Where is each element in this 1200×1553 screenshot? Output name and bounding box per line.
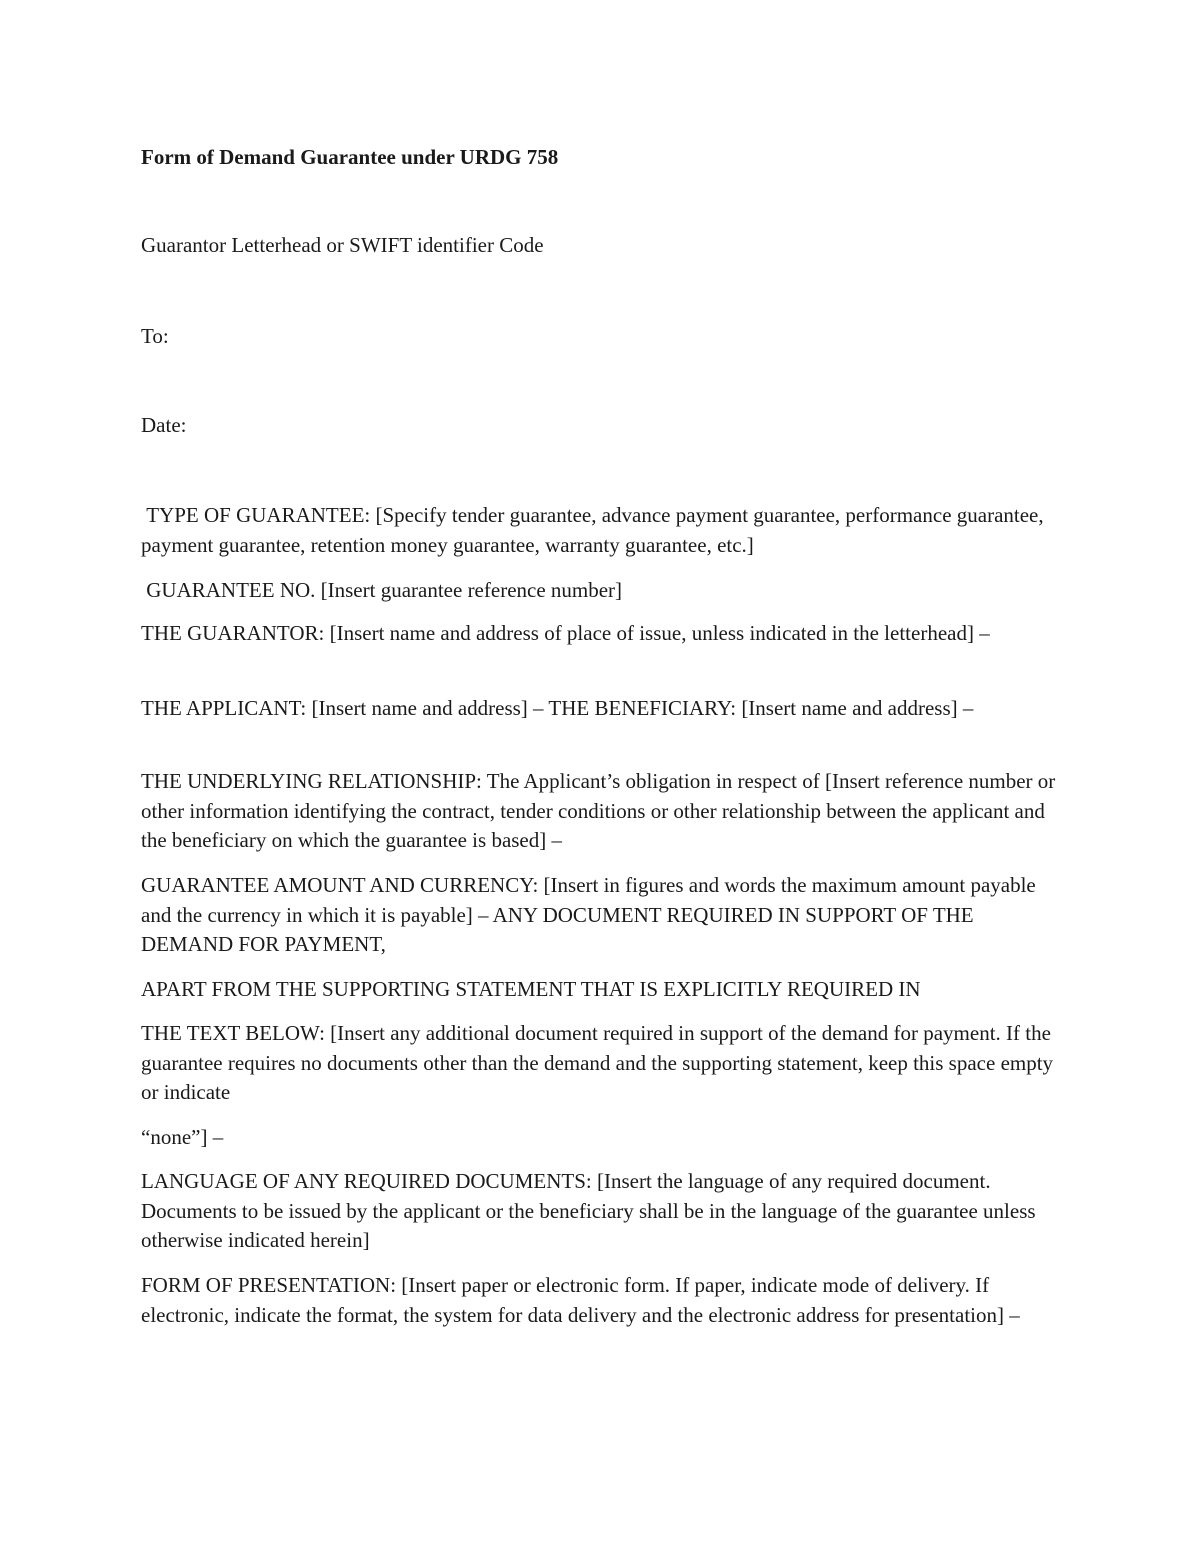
paragraph-underlying-relationship: THE UNDERLYING RELATIONSHIP: The Applicant’s obligation in respect of [Insert reference number or other information identifying the contract, tender conditions or other relationship between the applicant and the beneficiary on which the guarantee is based] – bbox=[141, 769, 1056, 852]
paragraph-type-of-guarantee: TYPE OF GUARANTEE: [Specify tender guarantee, advance payment guarantee, performance guarantee, payment guarantee, retention money guarantee, warranty guarantee, etc.] bbox=[141, 503, 1049, 557]
paragraph-guarantee-amount: GUARANTEE AMOUNT AND CURRENCY: [Insert in figures and words the maximum amount payable and the currency in which it is payable] – ANY DOCUMENT REQUIRED IN SUPPORT OF THE DEMAND FOR PAYMENT, bbox=[141, 873, 1036, 956]
paragraph-language: LANGUAGE OF ANY REQUIRED DOCUMENTS: [Insert the language of any required document. Documents to be issued by the applicant or the beneficiary shall be in the language of the guarantee unless otherwise indicated herein] bbox=[141, 1169, 1036, 1252]
date-label: Date: bbox=[141, 413, 187, 437]
paragraph-guarantee-no: GUARANTEE NO. [Insert guarantee reference number] bbox=[141, 578, 623, 602]
document-title: Form of Demand Guarantee under URDG 758 bbox=[141, 145, 559, 169]
to-label: To: bbox=[141, 324, 169, 348]
paragraph-applicant-beneficiary: THE APPLICANT: [Insert name and address] – THE BENEFICIARY: [Insert name and address] – bbox=[141, 696, 974, 720]
paragraph-form-of-presentation: FORM OF PRESENTATION: [Insert paper or electronic form. If paper, indicate mode of delivery. If electronic, indicate the format, the system for data delivery and the electronic address for presentation] – bbox=[141, 1273, 1020, 1327]
letterhead-line: Guarantor Letterhead or SWIFT identifier Code bbox=[141, 233, 544, 257]
paragraph-apart-from: APART FROM THE SUPPORTING STATEMENT THAT IS EXPLICITLY REQUIRED IN bbox=[141, 977, 921, 1001]
paragraph-text-below: THE TEXT BELOW: [Insert any additional document required in support of the demand for payment. If the guarantee requires no documents other than the demand and the supporting statement, keep this space empty or indicate bbox=[141, 1021, 1054, 1104]
paragraph-guarantor: THE GUARANTOR: [Insert name and address of place of issue, unless indicated in the letterhead] – bbox=[141, 621, 990, 645]
paragraph-none: “none”] – bbox=[141, 1125, 224, 1149]
